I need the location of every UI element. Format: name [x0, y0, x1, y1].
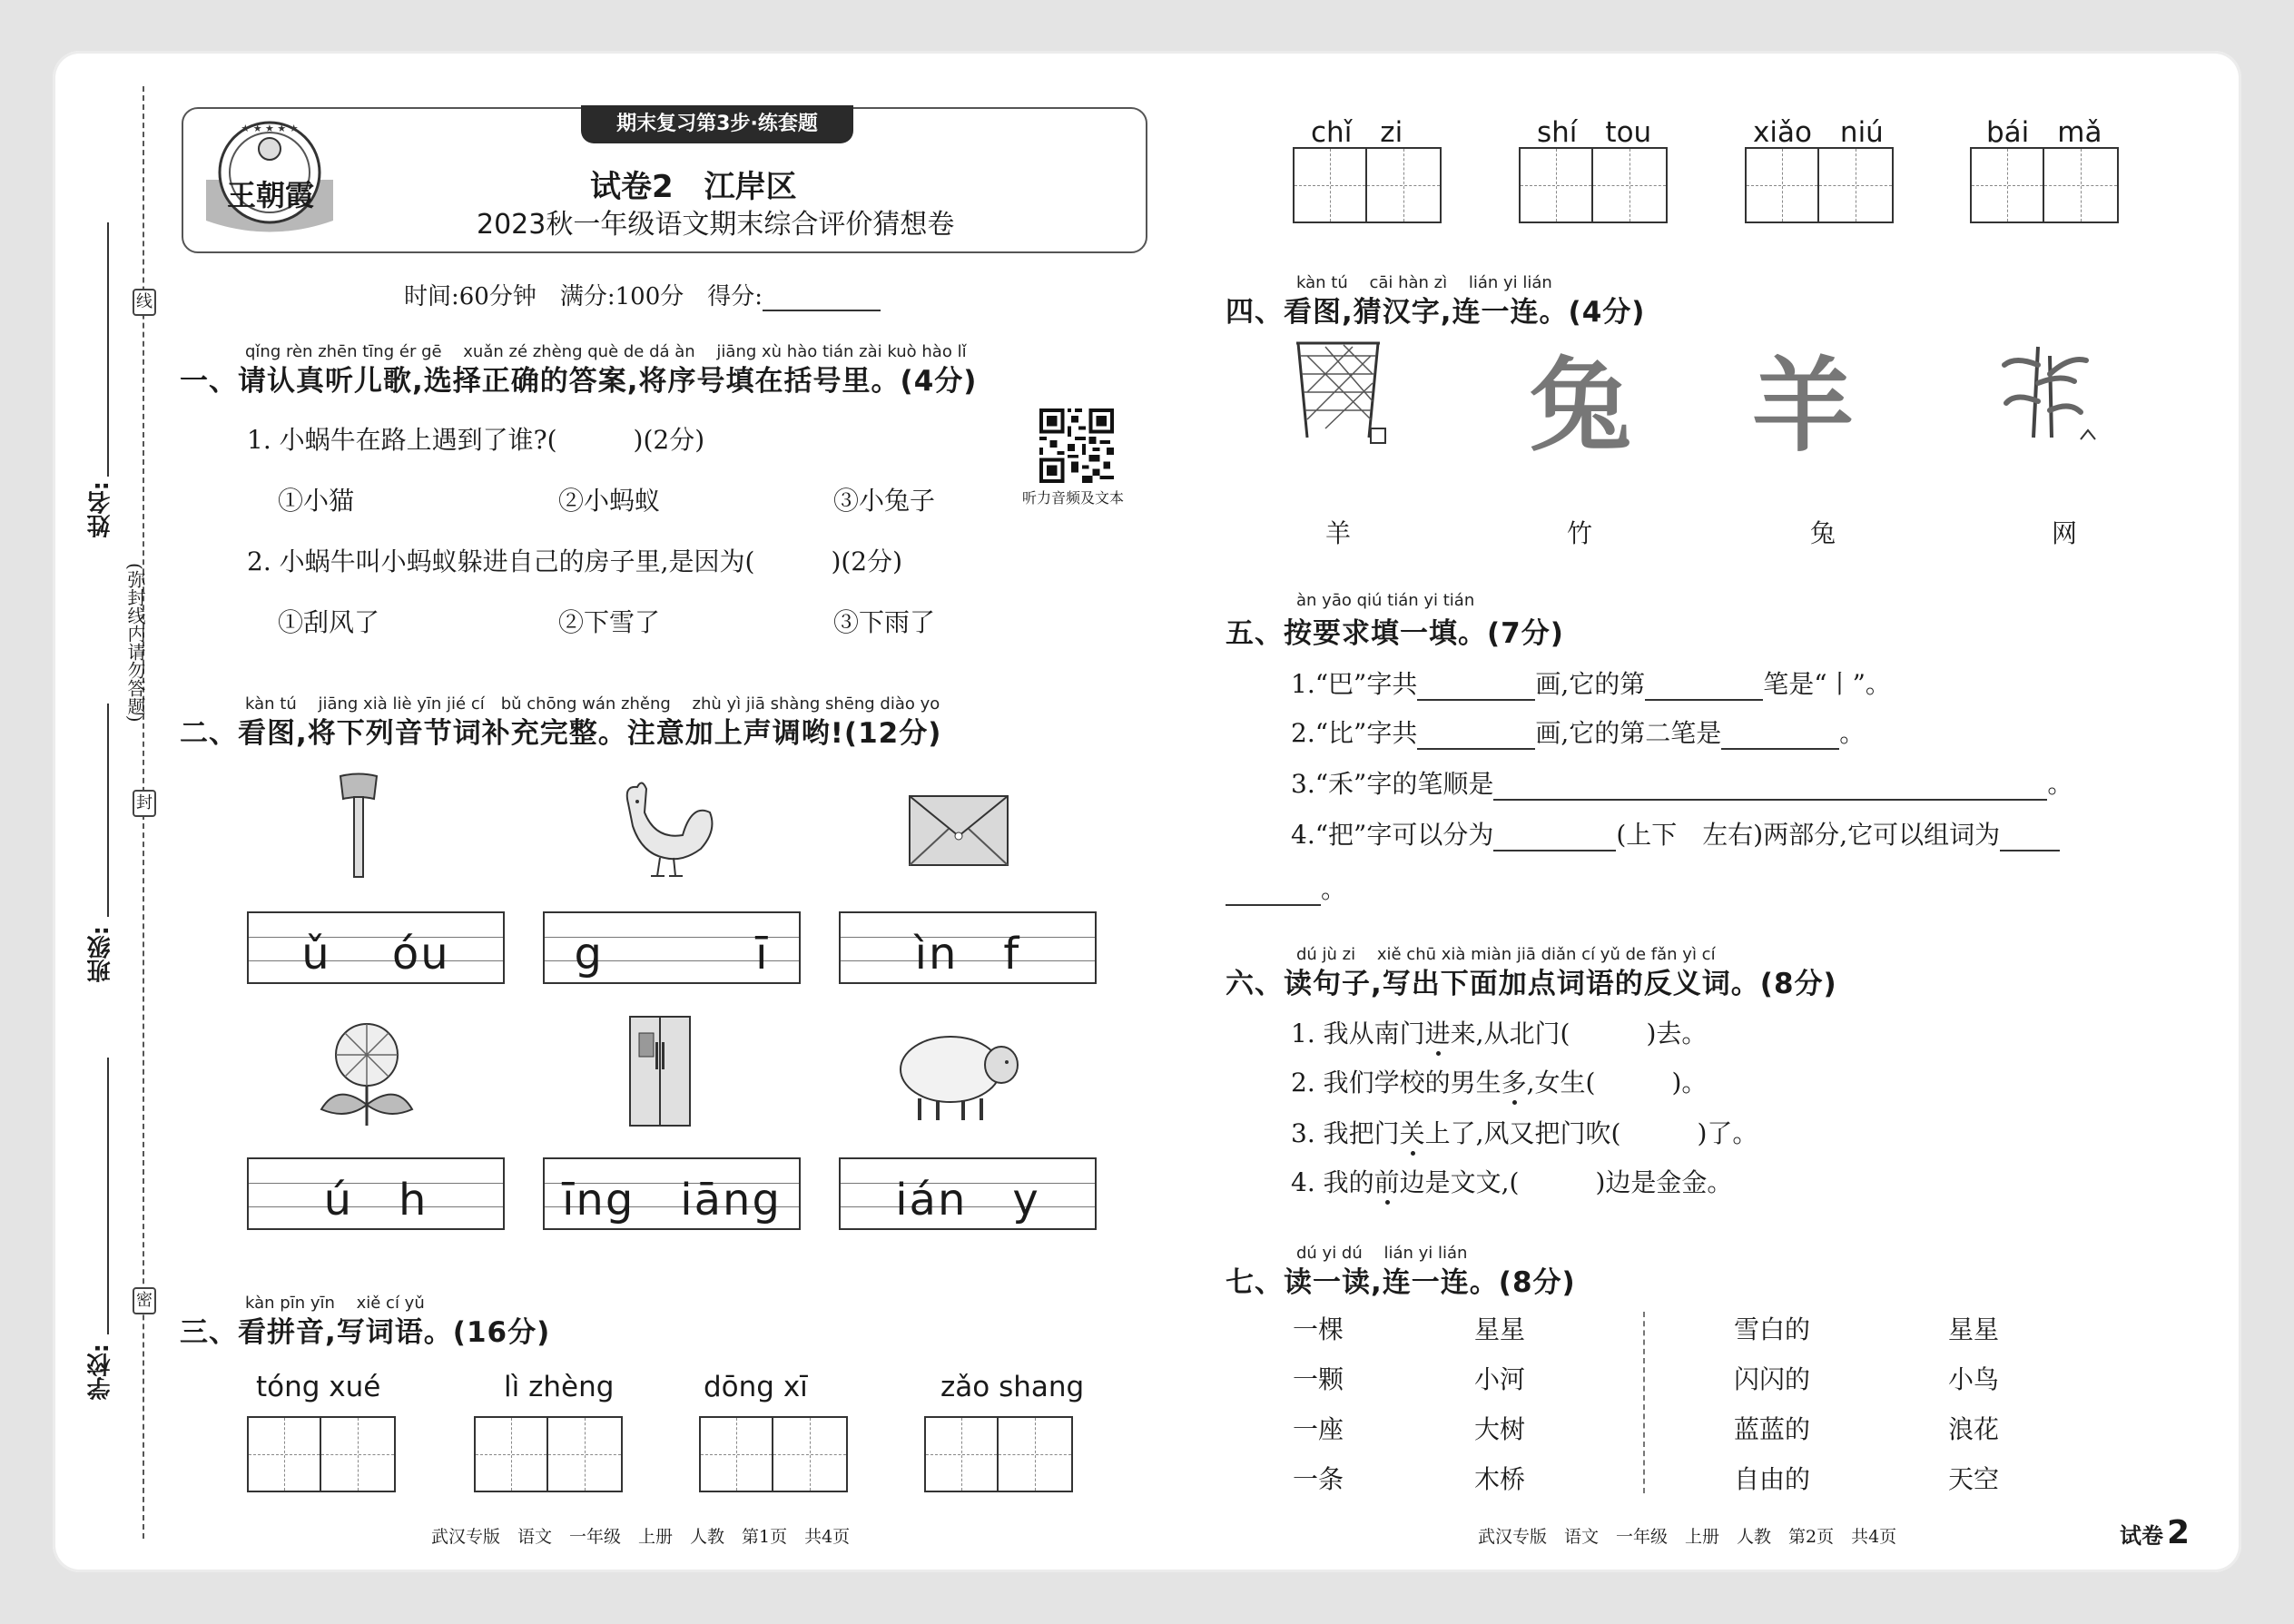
chrysanthemum-icon	[310, 1019, 424, 1127]
s1-q1-option-b[interactable]: ②小蚂蚁	[558, 486, 661, 516]
section-6-pinyin: dú jù zi xiě chū xià miàn jiā diǎn cí yǔ de fǎn yì cí	[1296, 945, 1716, 964]
s5-q2-blank-2[interactable]	[1721, 723, 1839, 750]
exam-tag-number: 2	[2167, 1514, 2191, 1551]
section-3-pinyin: kàn pīn yīn xiě cí yǔ	[245, 1294, 425, 1313]
s7-right-word-1[interactable]: 星星	[1948, 1314, 2000, 1344]
s6-q2-part-b: ,女生(	[1526, 1068, 1596, 1097]
s5-question-2	[1291, 714, 1865, 750]
s6-q2-dotted-word: 多	[1501, 1068, 1527, 1097]
exam-meta-text: 时间:60分钟 满分:100分 得分:	[404, 283, 763, 310]
s3-pinyin-4: zǎo shang	[940, 1371, 1085, 1403]
s3-pinyin-8: bái mǎ	[1986, 116, 2102, 149]
s3-pinyin-1: tóng xué	[256, 1371, 381, 1403]
exam-meta	[404, 278, 881, 311]
exam-title: 试卷2 江岸区	[590, 169, 797, 205]
s5-q4-blank-3[interactable]	[1226, 879, 1321, 906]
s3-pinyin-3: dōng xī	[704, 1371, 808, 1403]
s5-question-4	[1291, 815, 2060, 851]
s6-q1-part-a: 1. 我从南门	[1291, 1019, 1425, 1048]
section-1-title: 一、请认真听儿歌,选择正确的答案,将序号填在括号里。(4分)	[180, 365, 978, 398]
s6-q4-dotted-word: 前	[1373, 1167, 1400, 1197]
s7-middle-word-4[interactable]: 木桥	[1474, 1464, 1526, 1494]
school-field[interactable]	[107, 1058, 109, 1334]
binding-notice: (弥封线内请勿答题)	[124, 563, 146, 723]
envelope-icon	[908, 794, 1009, 867]
s6-question-4	[1291, 1163, 1732, 1199]
s5-q1-blank-2[interactable]	[1645, 674, 1763, 701]
s5-q2-part-c: 。	[1839, 718, 1866, 748]
refrigerator-icon	[628, 1015, 692, 1128]
s5-q3-part-b: 。	[2047, 769, 2073, 799]
s5-q4-part-a: 4.“把”字可以分为	[1291, 820, 1494, 850]
s5-q3-part-a: 3.“禾”字的笔顺是	[1291, 769, 1494, 799]
s6-question-3	[1291, 1114, 1757, 1150]
name-field[interactable]	[107, 222, 109, 477]
s5-q3-blank[interactable]	[1493, 773, 2047, 801]
s6-q4-part-b: 边是文文,(	[1399, 1167, 1520, 1197]
bamboo-picture-icon	[1997, 338, 2097, 445]
s4-char-tu[interactable]: 兔	[1810, 518, 1836, 548]
s1-q1-option-a[interactable]: ①小猫	[278, 486, 355, 516]
s7-middle-word-2[interactable]: 小河	[1474, 1364, 1526, 1394]
s3-writing-grid-7[interactable]	[1745, 147, 1894, 223]
page-footer-right: 武汉专版 语文 一年级 上册 人教 第2页 共4页	[1478, 1527, 1897, 1547]
s6-question-2	[1291, 1063, 1707, 1099]
exam-subtitle: 2023秋一年级语文期末综合评价猜想卷	[477, 209, 955, 241]
s6-q3-answer-slot[interactable]: )了。	[1620, 1118, 1758, 1148]
s6-q3-part-b: 上了,风又把门吹(	[1424, 1118, 1621, 1148]
s1-q1-option-c[interactable]: ③小兔子	[833, 486, 936, 516]
s3-writing-grid-2[interactable]	[474, 1416, 623, 1492]
s7-middle-word-1[interactable]: 星星	[1474, 1314, 1526, 1344]
sheep-icon	[894, 1024, 1026, 1124]
s6-q4-part-a: 4. 我的	[1291, 1167, 1374, 1197]
page-footer-left: 武汉专版 语文 一年级 上册 人教 第1页 共4页	[431, 1527, 851, 1547]
exam-tag	[2120, 1514, 2190, 1551]
s5-question-4-cont	[1226, 870, 1346, 906]
binding-xian-mark: 线	[133, 289, 156, 316]
section-2-pinyin: kàn tú jiāng xià liè yīn jié cí bǔ chōng wán zhěng zhù yì jiā shàng shēng diào yo	[245, 694, 940, 714]
svg-text:★ ★ ★ ★ ★: ★ ★ ★ ★ ★	[241, 123, 299, 134]
s7-adj-word-4[interactable]: 自由的	[1734, 1464, 1811, 1494]
s3-pinyin-2: lì zhèng	[504, 1371, 615, 1403]
s7-middle-word-3[interactable]: 大树	[1474, 1414, 1526, 1444]
s3-pinyin-5: chǐ zi	[1311, 116, 1403, 149]
s7-adj-word-1[interactable]: 雪白的	[1734, 1314, 1811, 1344]
school-label: 学校:	[87, 1343, 114, 1401]
s5-q1-blank-1[interactable]	[1417, 674, 1535, 701]
section-2-title: 二、看图,将下列音节词补充完整。注意加上声调哟!(12分)	[180, 717, 942, 750]
s2-pinyin-text-3: ìn f	[914, 929, 1021, 979]
s5-q4-part-b: (上下 左右)两部分,它可以组词为	[1616, 820, 2001, 850]
section-4-title: 四、看图,猜汉字,连一连。(4分)	[1226, 296, 1646, 329]
s4-char-yang[interactable]: 羊	[1325, 518, 1352, 548]
s7-adj-word-2[interactable]: 闪闪的	[1734, 1364, 1811, 1394]
exam-tag-label: 试卷	[2120, 1523, 2163, 1549]
s7-left-word-1[interactable]: 一棵	[1293, 1314, 1344, 1344]
s3-writing-grid-1[interactable]	[247, 1416, 396, 1492]
s1-question-2: 2. 小蜗牛叫小蚂蚁躲进自己的房子里,是因为( )(2分)	[247, 546, 903, 576]
s5-q4-part-c: 。	[1321, 874, 1347, 904]
s6-q1-dotted-word: 进	[1424, 1019, 1451, 1048]
section-5-title: 五、按要求填一填。(7分)	[1226, 617, 1564, 650]
s6-q1-answer-slot[interactable]: )去。	[1570, 1019, 1708, 1048]
section-7-pinyin: dú yi dú lián yi lián	[1296, 1244, 1468, 1263]
s3-pinyin-6: shí tou	[1537, 116, 1652, 149]
s2-pinyin-box-3[interactable]	[839, 911, 1097, 984]
rabbit-glyph-picture: 兔	[1530, 348, 1631, 466]
s2-pinyin-text-6: ián y	[895, 1175, 1040, 1225]
s2-pinyin-text-2: g ī	[574, 929, 770, 979]
s5-question-1	[1291, 664, 1891, 701]
s3-writing-grid-4[interactable]	[924, 1416, 1073, 1492]
net-picture-icon	[1289, 338, 1387, 445]
s3-writing-grid-5[interactable]	[1293, 147, 1442, 223]
s2-pinyin-box-6[interactable]	[839, 1157, 1097, 1230]
s7-right-word-4[interactable]: 天空	[1948, 1464, 2000, 1494]
s6-q3-part-a: 3. 我把门	[1291, 1118, 1400, 1148]
s2-pinyin-text-5: īng iāng	[562, 1175, 782, 1225]
qr-caption: 听力音频及文本	[1022, 489, 1125, 507]
s7-left-word-2[interactable]: 一颗	[1293, 1364, 1344, 1394]
s5-q2-part-a: 2.“比”字共	[1291, 718, 1418, 748]
rooster-icon	[610, 776, 719, 881]
s6-q1-part-b: 来,从北门(	[1450, 1019, 1570, 1048]
s5-q1-part-a: 1.“巴”字共	[1291, 669, 1418, 699]
s5-q1-part-c: 笔是“丨”。	[1763, 669, 1891, 699]
s2-pinyin-box-2[interactable]	[543, 911, 801, 984]
s7-right-word-2[interactable]: 小鸟	[1948, 1364, 2000, 1394]
section-7-title: 七、读一读,连一连。(8分)	[1226, 1266, 1576, 1299]
s6-q4-answer-slot[interactable]: )边是金金。	[1519, 1167, 1733, 1197]
section-5-pinyin: àn yāo qiú tián yi tián	[1296, 591, 1475, 610]
s7-adj-word-3[interactable]: 蓝蓝的	[1734, 1414, 1811, 1444]
axe-icon	[336, 772, 381, 881]
sheep-glyph-picture: 羊	[1752, 348, 1854, 466]
s7-right-word-3[interactable]: 浪花	[1948, 1414, 2000, 1444]
s5-q1-part-b: 画,它的第	[1535, 669, 1646, 699]
s2-pinyin-box-1[interactable]	[247, 911, 505, 984]
s7-left-word-3[interactable]: 一座	[1293, 1414, 1344, 1444]
s7-left-word-4[interactable]: 一条	[1293, 1464, 1344, 1494]
s5-question-3	[1291, 764, 2072, 801]
s1-q2-option-a[interactable]: ①刮风了	[278, 607, 380, 637]
s3-writing-grid-3[interactable]	[699, 1416, 848, 1492]
s3-pinyin-7: xiǎo niú	[1753, 116, 1884, 149]
class-field[interactable]	[107, 704, 109, 917]
s1-q2-option-c[interactable]: ③下雨了	[833, 607, 936, 637]
s2-pinyin-box-4[interactable]	[247, 1157, 505, 1230]
s6-q3-dotted-word: 关	[1399, 1118, 1425, 1148]
class-label: 班级:	[87, 926, 114, 983]
qr-code-icon[interactable]	[1039, 408, 1114, 483]
s6-q2-answer-slot[interactable]: )。	[1595, 1068, 1708, 1097]
s5-q4-blank-2[interactable]	[2000, 824, 2060, 851]
s5-q2-blank-1[interactable]	[1417, 723, 1535, 750]
s2-pinyin-box-5[interactable]	[543, 1157, 801, 1230]
section-4-pinyin: kàn tú cāi hàn zì lián yi lián	[1296, 273, 1552, 292]
name-label: 姓名:	[87, 481, 114, 538]
publisher-logo	[202, 116, 338, 241]
s5-q4-blank-1[interactable]	[1493, 824, 1616, 851]
s2-pinyin-text-1: ǔ óu	[301, 929, 450, 979]
s1-question-1: 1. 小蜗牛在路上遇到了谁?( )(2分)	[247, 425, 705, 455]
s3-writing-grid-8[interactable]	[1970, 147, 2119, 223]
s3-writing-grid-6[interactable]	[1519, 147, 1668, 223]
s6-question-1	[1291, 1014, 1707, 1050]
section-3-title: 三、看拼音,写词语。(16分)	[180, 1316, 551, 1349]
s5-q2-part-b: 画,它的第二笔是	[1535, 718, 1722, 748]
s4-char-wang[interactable]: 网	[2052, 518, 2078, 548]
section-1-pinyin: qǐng rèn zhēn tīng ér gē xuǎn zé zhèng què de dá àn jiāng xù hào tián zài kuò hào lǐ	[245, 342, 967, 361]
s1-q2-option-b[interactable]: ②下雪了	[558, 607, 661, 637]
s2-pinyin-text-4: ú h	[323, 1175, 428, 1225]
header-badge: 期末复习第3步·练套题	[581, 105, 853, 143]
logo-text: 王朝霞	[227, 178, 315, 212]
score-field[interactable]	[763, 284, 881, 311]
binding-mi-mark: 密	[133, 1287, 156, 1314]
section-6-title: 六、读句子,写出下面加点词语的反义词。(8分)	[1226, 968, 1837, 1000]
binding-feng-mark: 封	[133, 790, 156, 817]
s6-q2-part-a: 2. 我们学校的男生	[1291, 1068, 1501, 1097]
s7-column-divider	[1643, 1312, 1645, 1493]
s4-char-zhu[interactable]: 竹	[1567, 518, 1593, 548]
